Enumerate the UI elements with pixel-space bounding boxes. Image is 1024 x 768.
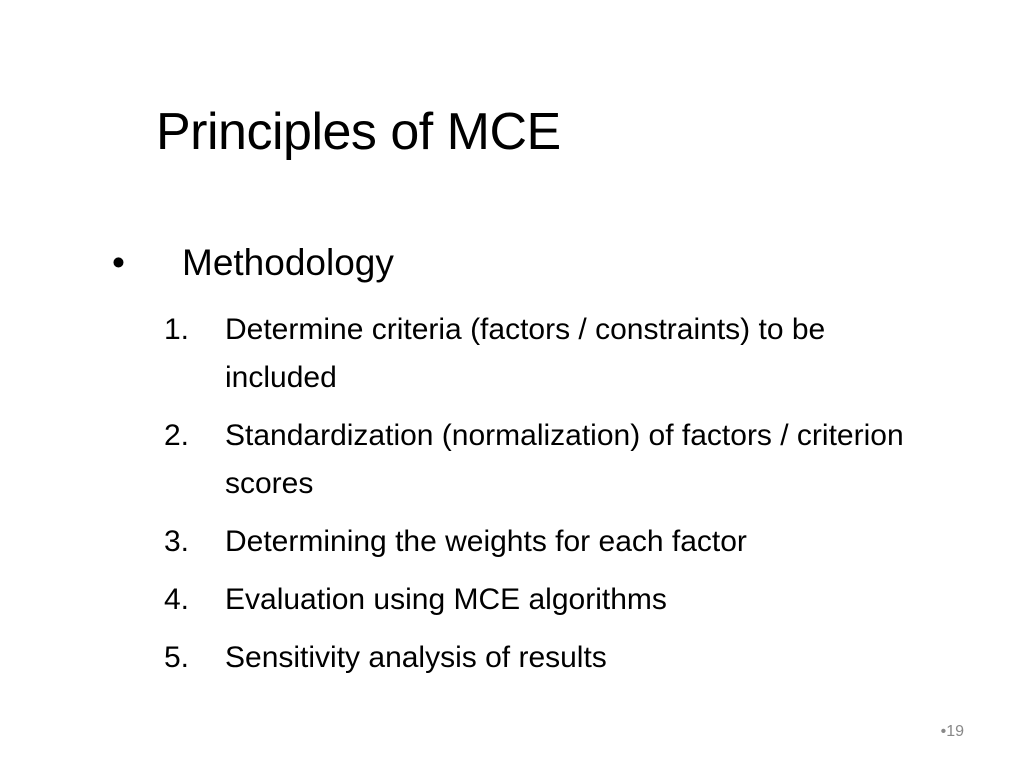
step-number: 5. (164, 641, 190, 674)
list-item (164, 412, 924, 508)
bullet-label: Methodology (182, 242, 394, 283)
step-number: 3. (164, 525, 190, 558)
list-item (164, 634, 924, 682)
bullet-icon: • (112, 242, 125, 283)
list-item (164, 306, 924, 402)
list-item (164, 518, 924, 566)
numbered-steps-list (164, 306, 924, 692)
step-number: 4. (164, 583, 190, 616)
list-item (164, 576, 924, 624)
step-text: Standardization (normalization) of factors / criterion scores (225, 419, 904, 500)
slide-title: Principles of MCE (156, 103, 561, 161)
step-text: Evaluation using MCE algorithms (225, 583, 667, 616)
bullet-item-methodology (112, 241, 394, 285)
slide-number: •19 (940, 723, 964, 740)
step-number: 2. (164, 419, 190, 452)
step-text: Sensitivity analysis of results (225, 641, 607, 674)
step-text: Determine criteria (factors / constraints) to be included (225, 313, 826, 394)
step-number: 1. (164, 313, 190, 346)
step-text: Determining the weights for each factor (225, 525, 747, 558)
